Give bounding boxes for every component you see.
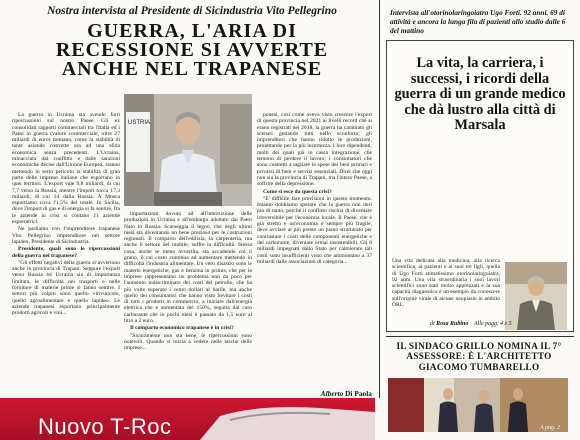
advertisement-text[interactable]: Nuovo T-Roc	[38, 414, 172, 439]
col2-paragraph: importazioni dovuto ad all'interruzione delle produzioni in Ucraina e all'embargo adottato dai Paesi Nato in Russia. Scarseggia il legno, che negli ultimi mesi sta diventando un bene prezioso per le costruzioni regionali. Il comparto dell'edilizia, la carpenteria, ma anche il settore del mobile, soffre la difficoltà. Stessa cosa, anche se meno avvertita, sta accadendo coi il grano, il cui costo continua ad aumentare mettendo in difficoltà l'industria alimentare. Un vero disastro sono le materie energetiche, gas e benzina in primis, che per le imprese rappresentano un problema non da poco per l'aumento indiscriminato dei costi del petrolio, che ha più volte superato i cento dollari al barile, ma anche quello dei consumatori che hanno visto lievitare i costi di tutti i prodotti in commercio, a iniziare dall'energia elettrica che è aumentata del 150%, seguita dal caro carburante che in pochi mesi è passato da 1,5 euro al litro a 2 euro.	[124, 211, 252, 325]
article-signature	[257, 389, 372, 398]
col1-question: Presidente, quali sono le ripercussioni della guerra nel trapanese?	[12, 246, 120, 259]
article-column-3	[257, 112, 372, 386]
col1-paragraph: "Gli effetti negativi della guerra si avvertono anche in provincia di Trapani. Seppure l'export verso Russia ed Ucraina sia di importanza limitata, le difficoltà nei trasporti e nelle forniture di materie prime si fanno sentire. I settori più colpiti sono quello vitivinicolo, quello agroalimentare e quello lapideo. Le aziende trapanesi esportano principalmente prodotti agricoli e vini...	[12, 259, 120, 317]
col2-paragraph: "Sicuramente non sta bene, le ripercussioni sono notevoli. Quando si inizia a vedere nelle tasche delle imprese...	[124, 332, 252, 352]
interview-headline: La vita, la carriera, i successi, i ricordi della guerra di un grande medico che dà lustro alla città di Marsala	[394, 55, 566, 133]
signature-prefix: Alberto	[320, 389, 344, 398]
article-kicker: Nostra intervista al Presidente di Sicindustria Vito Pellegrino	[47, 5, 337, 17]
article-column-1	[12, 112, 120, 398]
section-divider	[386, 336, 574, 337]
headline-line-1: GUERRA, L'ARIA DI	[87, 20, 297, 42]
grillo-photo	[388, 378, 568, 432]
col3-question: Come si esce da questa crisi?	[263, 188, 332, 195]
interview-intro: Intervista all'otorinolaringoiatra Ugo Forti. 92 anni. 69 di attività e ancora la lunga fila di pazienti allo studio dalle 6 del mattino	[390, 8, 566, 35]
headline-line-2: RECESSIONE SI AVVERTE	[55, 39, 329, 61]
grillo-headline: IL SINDACO GRILLO NOMINA IL 7° ASSESSORE: È L'ARCHITETTO GIACOMO TUMBARELLO	[396, 341, 562, 372]
grillo-page-ref: A pag. 2	[540, 425, 561, 431]
headline-line-3: ANCHE NEL TRAPANESE	[61, 58, 323, 80]
interview-body: Una vita dedicata alla medicina, alla ricerca scientifica, ai pazienti e ai suoi tre figli, quella di Ugo Forti stimatissimo otorinolaringoiatra, 92 anni. Una vita straordinaria i suoi lavori scientifici sono stati molto apprezzati e la sua capacità diagnostica è un esempio da conoscere sull'origine virale di alcune neoplasie in ambito ORL.	[392, 258, 500, 309]
article-column-2	[124, 211, 252, 398]
forti-photo	[505, 262, 567, 330]
col3-paragraph: ponesi, così come aveva visto crescere l'export di questa provincia nel 2021 ai livelli record che si erano registrati nel 2018, la guerra ha cambiato gli scenari gettando tutti nello sconforto; gli imprenditori che hanno ridotto le produzioni, proiettando per la più incertezza. I loro dipendenti, molti dei quali già in cassa integrazione, che temono di perdere il lavoro; i consumatori che sono costretti a tagliare le spese dei beni primari e privarsi di beni e servizi essenziali. Direi che oggi non sia la provincia di Trapani, ma l'intero Paese, a soffrire della depressione.	[257, 112, 372, 188]
svg-text:USTRIA: USTRIA	[128, 120, 151, 126]
byline-prefix: di	[430, 321, 435, 327]
byline-name: Rosa Rubino	[436, 321, 469, 327]
column-divider	[379, 0, 380, 398]
col1-paragraph: Ne parliamo con l'imprenditore trapanese Vito Pellegrino imprenditore nel settore lapideo, Presidente di Sicindustria.	[12, 226, 120, 245]
pellegrino-photo	[124, 94, 252, 206]
signature-name: Di Paola	[345, 389, 372, 398]
interview-byline	[430, 321, 570, 327]
col3-paragraph: "E' difficile fare previsioni in questo momento. Intanto dobbiamo sperare che la guerra non duri più di tanto, perché il conflitto rischia di diventare irreversibile per l'economia locale. Il Paese, che è già stretto e un'economia è sempre più fragile, deve avviare al più presto un piano strutturato per contrastare i costi delle componenti energetiche e del carburante, diventate ormai insostenibili. Gli 8 miliardi impegnati dallo Stato per calmierare tali costi sono insufficienti visto che ammontano a 37 miliardi dalle associazioni di categoria...	[257, 195, 372, 265]
col1-paragraph: La guerra in Ucraina sta avendo forti ripercussioni sul nostro Paese. Gli ex consolidati rapporti commerciali tra l'Italia ed i Paesi in guerra (valore commerciale, oltre 27 miliardi di euro) tremano, come la stabilità di tante aziende costrette ora ad una sfida economica senza precedenti. L'Ucraina, minacciata dal conflitto e dalle sanzioni economiche decise dall'Unione Europea, stanno mettendo in serio pericolo la stabilità di gran parte delle imprese italiane che esportano in quei territori. L'export vale 9,8 miliardi, di cui 7,7 verso la Russia, mentre l'import tocca 17,3 miliardi, di cui 14 dalla Russia. A Mosca esportiamo circa l'1,5% del totale. In Sicilia, dove l'import di gas e di energia si fa sentire, fra le aziende in crisi si contano 11 aziende esportatrici.	[12, 112, 120, 226]
col2-question: Il comparto economico trapanese è in crisi?	[130, 325, 234, 332]
byline-page: Alle pagg. 4 e 5	[473, 321, 512, 327]
article-headline	[12, 22, 372, 79]
